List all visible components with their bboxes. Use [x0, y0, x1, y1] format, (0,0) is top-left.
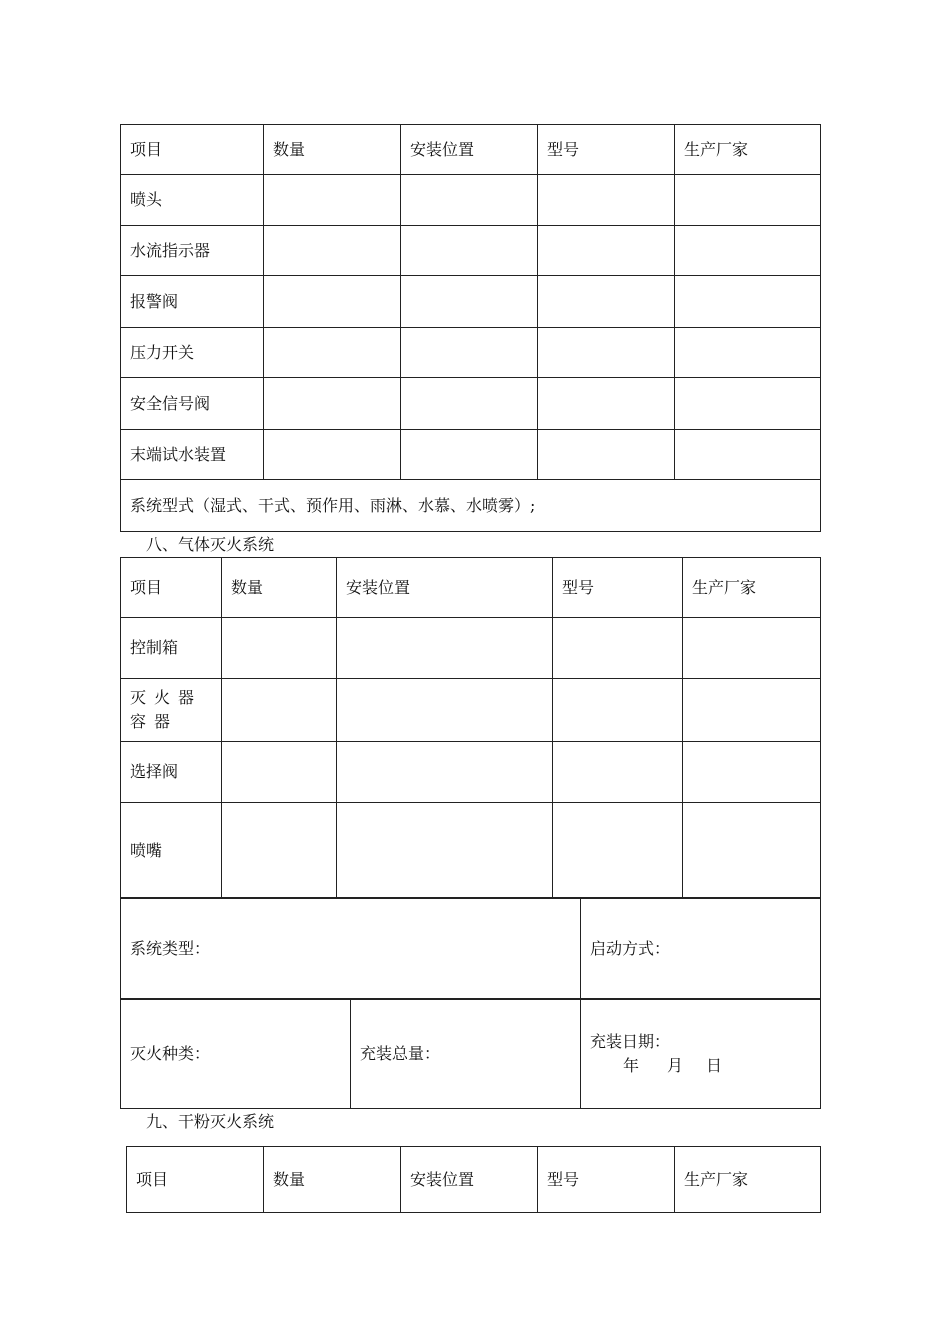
empty-cell: [401, 378, 538, 430]
empty-cell: [683, 803, 821, 899]
empty-cell: [401, 175, 538, 226]
empty-cell: [264, 430, 401, 480]
empty-cell: [675, 226, 821, 276]
empty-cell: [553, 742, 683, 803]
date-month: 月: [667, 1055, 684, 1075]
section-title-powder: 九、干粉灭火系统: [146, 1112, 275, 1131]
table-header-row: [121, 125, 821, 175]
row-label: 喷嘴: [121, 803, 222, 899]
table-footer-row: [121, 480, 821, 532]
empty-cell: [222, 618, 337, 679]
empty-cell: [683, 742, 821, 803]
empty-cell: [264, 175, 401, 226]
row-label: 压力开关: [121, 328, 264, 378]
table-row: [121, 430, 821, 480]
empty-cell: [675, 175, 821, 226]
table-row: [121, 679, 821, 742]
table-row: [121, 618, 821, 679]
empty-cell: [553, 618, 683, 679]
table-row: [121, 328, 821, 378]
row-label: 喷头: [121, 175, 264, 226]
table-row: [121, 999, 821, 1109]
gas-table: [120, 557, 821, 899]
empty-cell: [683, 618, 821, 679]
powder-table: [126, 1146, 821, 1213]
empty-cell: [264, 328, 401, 378]
row-label: 末端试水装置: [121, 430, 264, 480]
empty-cell: [683, 679, 821, 742]
start-mode-cell: 启动方式：: [581, 898, 821, 1000]
empty-cell: [401, 328, 538, 378]
fill-total-cell: 充装总量：: [351, 999, 581, 1109]
empty-cell: [222, 679, 337, 742]
system-type-cell: 系统类型：: [121, 898, 581, 1000]
empty-cell: [538, 430, 675, 480]
row-label: 控制箱: [121, 618, 222, 679]
table-row: [121, 378, 821, 430]
fill-date-cell: [581, 999, 821, 1109]
empty-cell: [401, 276, 538, 328]
agent-type-cell: 灭火种类：: [121, 999, 351, 1109]
empty-cell: [538, 328, 675, 378]
row-label: 安全信号阀: [121, 378, 264, 430]
table-row: [121, 898, 821, 1000]
table-row: [121, 226, 821, 276]
empty-cell: [538, 276, 675, 328]
empty-cell: [675, 378, 821, 430]
header-cell: 安装位置: [337, 558, 553, 618]
table-header-row: [127, 1147, 821, 1213]
header-cell: 数量: [264, 125, 401, 175]
empty-cell: [222, 742, 337, 803]
header-cell: 生产厂家: [683, 558, 821, 618]
row-label: 报警阀: [121, 276, 264, 328]
header-cell: 项目: [121, 558, 222, 618]
empty-cell: [538, 378, 675, 430]
system-form-cell: 系统型式（湿式、干式、预作用、雨淋、水慕、水喷雾）;: [121, 480, 821, 532]
date-day: 日: [706, 1055, 723, 1075]
table-row: [121, 276, 821, 328]
date-year: 年: [623, 1055, 640, 1075]
section-title-gas: 八、气体灭火系统: [146, 535, 275, 554]
header-cell: 生产厂家: [675, 1147, 821, 1213]
empty-cell: [337, 679, 553, 742]
header-cell: 数量: [264, 1147, 401, 1213]
header-cell: 项目: [121, 125, 264, 175]
empty-cell: [401, 226, 538, 276]
empty-cell: [675, 276, 821, 328]
empty-cell: [264, 226, 401, 276]
header-cell: 型号: [553, 558, 683, 618]
empty-cell: [401, 430, 538, 480]
row-label: 水流指示器: [121, 226, 264, 276]
gas-system-info-table: [120, 897, 821, 1000]
empty-cell: [675, 430, 821, 480]
table-row: [121, 742, 821, 803]
gas-fill-info-table: [120, 998, 821, 1109]
empty-cell: [675, 328, 821, 378]
fill-date-line: [590, 1054, 811, 1078]
empty-cell: [538, 175, 675, 226]
empty-cell: [553, 803, 683, 899]
row-label: 灭火器容器: [121, 679, 222, 742]
header-cell: 型号: [538, 1147, 675, 1213]
table-row: [121, 175, 821, 226]
header-cell: 数量: [222, 558, 337, 618]
empty-cell: [337, 803, 553, 899]
table-header-row: [121, 558, 821, 618]
empty-cell: [553, 679, 683, 742]
empty-cell: [538, 226, 675, 276]
header-cell: 项目: [127, 1147, 264, 1213]
header-cell: 安装位置: [401, 125, 538, 175]
header-cell: 型号: [538, 125, 675, 175]
empty-cell: [264, 378, 401, 430]
row-label: 选择阀: [121, 742, 222, 803]
header-cell: 安装位置: [401, 1147, 538, 1213]
empty-cell: [264, 276, 401, 328]
sprinkler-table: [120, 124, 821, 532]
empty-cell: [337, 618, 553, 679]
header-cell: 生产厂家: [675, 125, 821, 175]
empty-cell: [337, 742, 553, 803]
fill-date-label: 充装日期：: [590, 1031, 671, 1051]
table-row: [121, 803, 821, 899]
empty-cell: [222, 803, 337, 899]
